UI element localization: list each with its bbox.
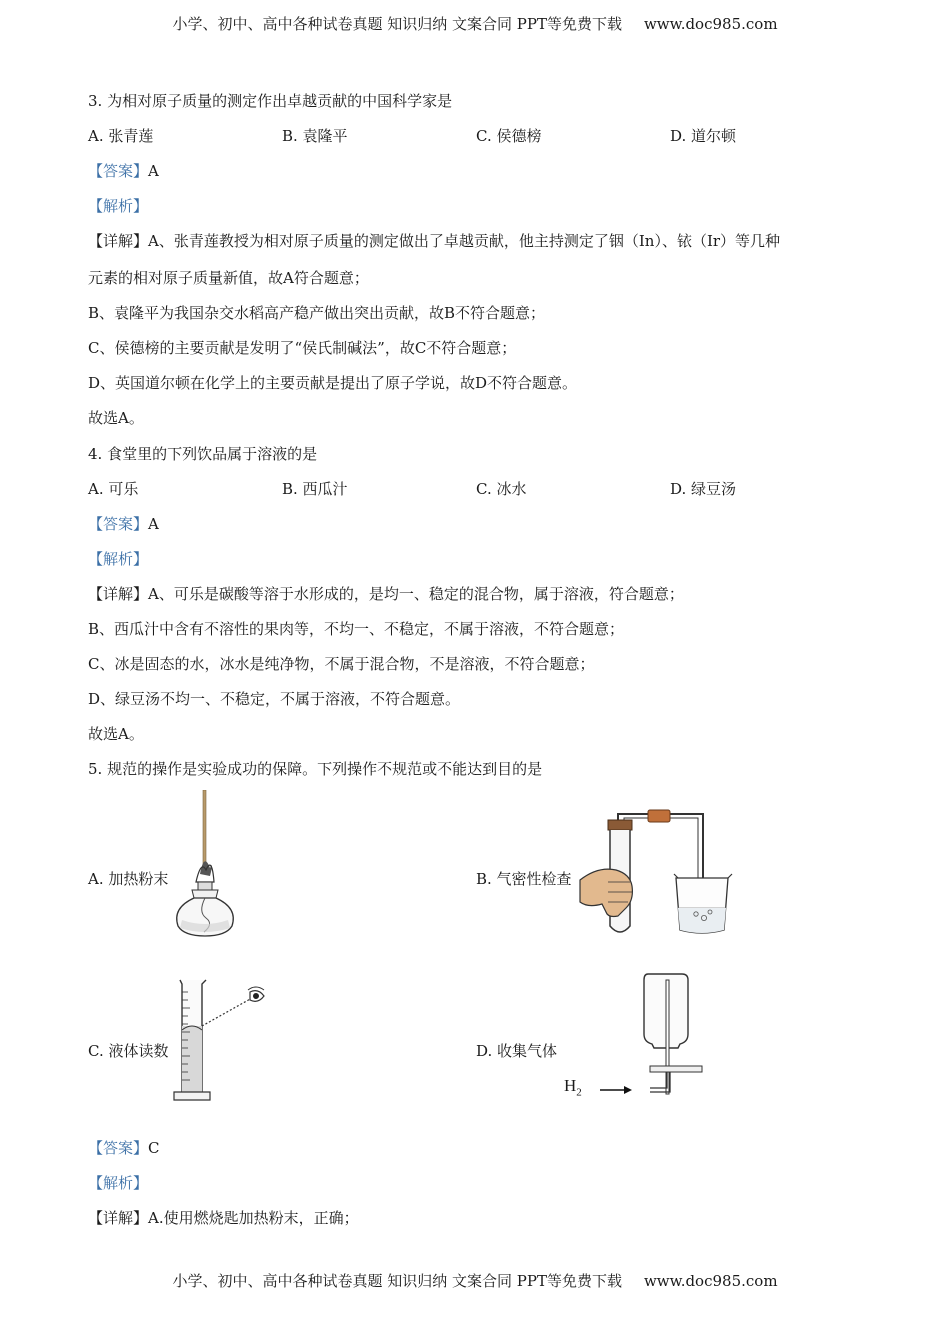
q4-option-c: C. 冰水: [476, 480, 527, 498]
q3-conclusion: 故选A。: [88, 409, 144, 427]
q5-stem: 5. 规范的操作是实验成功的保障。下列操作不规范或不能达到目的是: [88, 760, 543, 778]
page-footer: [0, 1270, 950, 1291]
footer-text: 小学、初中、高中各种试卷真题 知识归纳 文案合同 PPT等免费下载: [172, 1272, 622, 1290]
q5-option-a: A. 加热粉末: [88, 870, 169, 888]
answer-tag: 【答案】: [88, 1139, 149, 1157]
q5-option-d: D. 收集气体: [476, 1042, 558, 1060]
detail-text: A.使用燃烧匙加热粉末，正确；: [148, 1209, 359, 1227]
answer-value: A: [148, 515, 159, 533]
hydrogen-subscript: 2: [576, 1086, 582, 1099]
q4-detail-1: [88, 583, 684, 604]
q4-stem: 4. 食堂里的下列饮品属于溶液的是: [88, 445, 318, 463]
answer-value: C: [148, 1139, 160, 1157]
q5-answer: [88, 1137, 160, 1158]
q3-option-b: B. 袁隆平: [282, 127, 348, 145]
q4-detail-4: D、绿豆汤不均一、不稳定，不属于溶液，不符合题意。: [88, 690, 461, 708]
page-header: [0, 13, 950, 34]
detail-tag: 【详解】: [88, 585, 149, 603]
answer-tag: 【答案】: [88, 515, 149, 533]
header-site: www.doc985.com: [643, 15, 778, 33]
hydrogen-symbol: H: [564, 1076, 577, 1095]
q3-analysis-tag: 【解析】: [88, 197, 149, 215]
q4-detail-3: C、冰是固态的水，冰水是纯净物，不属于混合物，不是溶液，不符合题意；: [88, 655, 595, 673]
detail-tag: 【详解】: [88, 1209, 149, 1227]
q5-option-c: C. 液体读数: [88, 1042, 169, 1060]
q4-answer: [88, 513, 159, 534]
q3-detail-1: [88, 230, 780, 251]
hydrogen-label: [564, 1076, 582, 1098]
q4-option-d: D. 绿豆汤: [670, 480, 737, 498]
q3-detail-4: C、侯德榜的主要贡献是发明了“侯氏制碱法”，故C不符合题意；: [88, 339, 517, 357]
q5-detail-1: [88, 1207, 359, 1228]
q3-stem: 3. 为相对原子质量的测定作出卓越贡献的中国科学家是: [88, 92, 453, 110]
airtightness-check-figure: [578, 808, 738, 938]
graduated-cylinder-figure: [172, 978, 272, 1106]
header-text: 小学、初中、高中各种试卷真题 知识归纳 文案合同 PPT等免费下载: [172, 15, 622, 33]
detail-text: A、张青莲教授为相对原子质量的测定做出了卓越贡献，他主持测定了铟（In）、铱（Ir）等几种: [148, 232, 781, 250]
q3-option-c: C. 侯德榜: [476, 127, 542, 145]
answer-value: A: [148, 162, 159, 180]
detail-tag: 【详解】: [88, 232, 149, 250]
q5-option-b: B. 气密性检查: [476, 870, 572, 888]
q4-analysis-tag: 【解析】: [88, 550, 149, 568]
detail-text: A、可乐是碳酸等溶于水形成的，是均一、稳定的混合物，属于溶液，符合题意；: [148, 585, 684, 603]
q5-analysis-tag: 【解析】: [88, 1174, 149, 1192]
q3-answer: [88, 160, 159, 181]
q3-option-a: A. 张青莲: [88, 127, 154, 145]
q4-option-b: B. 西瓜汁: [282, 480, 348, 498]
q3-detail-5: D、英国道尔顿在化学上的主要贡献是提出了原子学说，故D不符合题意。: [88, 374, 578, 392]
alcohol-lamp-figure: [170, 790, 240, 940]
q4-conclusion: 故选A。: [88, 725, 144, 743]
footer-site: www.doc985.com: [643, 1272, 778, 1290]
gas-collection-figure: [560, 970, 710, 1110]
q4-option-a: A. 可乐: [88, 480, 139, 498]
q3-option-d: D. 道尔顿: [670, 127, 737, 145]
q4-detail-2: B、西瓜汁中含有不溶性的果肉等，不均一、不稳定，不属于溶液，不符合题意；: [88, 620, 625, 638]
q3-detail-2: 元素的相对原子质量新值，故A符合题意；: [88, 269, 369, 287]
answer-tag: 【答案】: [88, 162, 149, 180]
q3-detail-3: B、袁隆平为我国杂交水稻高产稳产做出突出贡献，故B不符合题意；: [88, 304, 546, 322]
